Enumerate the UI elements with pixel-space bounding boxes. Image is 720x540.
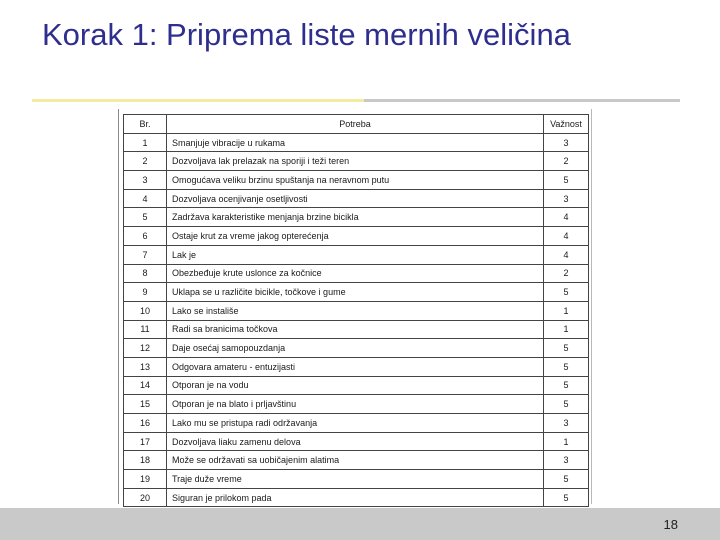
row-need: Siguran je prilokom pada: [167, 488, 544, 507]
row-importance: 1: [544, 301, 589, 320]
row-need: Radi sa branicima točkova: [167, 320, 544, 339]
table-row: [124, 189, 589, 208]
table-row: [124, 414, 589, 433]
table-row: [124, 264, 589, 283]
row-importance: 1: [544, 320, 589, 339]
needs-table: [123, 114, 589, 507]
row-importance: 4: [544, 208, 589, 227]
title-underline-accent: [32, 99, 364, 102]
row-number: 5: [124, 208, 167, 227]
row-importance: 5: [544, 171, 589, 190]
table-row: [124, 357, 589, 376]
table-row: [124, 245, 589, 264]
row-need: Traje duže vreme: [167, 470, 544, 489]
row-number: 8: [124, 264, 167, 283]
row-importance: 5: [544, 395, 589, 414]
row-need: Zadržava karakteristike menjanja brzine bicikla: [167, 208, 544, 227]
row-number: 18: [124, 451, 167, 470]
header-importance: Važnost: [544, 115, 589, 134]
table-row: [124, 451, 589, 470]
row-number: 2: [124, 152, 167, 171]
footer-bar: [0, 508, 720, 540]
row-importance: 2: [544, 152, 589, 171]
row-number: 1: [124, 133, 167, 152]
row-importance: 3: [544, 189, 589, 208]
page-number: 18: [663, 517, 678, 532]
row-importance: 5: [544, 283, 589, 302]
row-number: 11: [124, 320, 167, 339]
row-number: 3: [124, 171, 167, 190]
row-number: 9: [124, 283, 167, 302]
row-importance: 4: [544, 227, 589, 246]
row-need: Lak je: [167, 245, 544, 264]
row-importance: 3: [544, 414, 589, 433]
table-row: [124, 227, 589, 246]
table-row: [124, 376, 589, 395]
table-row: [124, 283, 589, 302]
row-importance: 5: [544, 357, 589, 376]
row-number: 7: [124, 245, 167, 264]
row-importance: 5: [544, 339, 589, 358]
row-number: 6: [124, 227, 167, 246]
table-row: [124, 432, 589, 451]
table-row: [124, 339, 589, 358]
row-number: 19: [124, 470, 167, 489]
row-need: Može se održavati sa uobičajenim alatima: [167, 451, 544, 470]
header-need: Potreba: [167, 115, 544, 134]
row-need: Lako mu se pristupa radi održavanja: [167, 414, 544, 433]
row-importance: 3: [544, 133, 589, 152]
row-importance: 4: [544, 245, 589, 264]
row-importance: 2: [544, 264, 589, 283]
table-header-row: [124, 115, 589, 134]
table-row: [124, 301, 589, 320]
slide-title: Korak 1: Priprema liste mernih veličina: [42, 17, 571, 52]
row-number: 16: [124, 414, 167, 433]
header-number: Br.: [124, 115, 167, 134]
row-need: Smanjuje vibracije u rukama: [167, 133, 544, 152]
table-row: [124, 470, 589, 489]
row-need: Obezbeđuje krute uslonce za kočnice: [167, 264, 544, 283]
row-number: 4: [124, 189, 167, 208]
row-number: 14: [124, 376, 167, 395]
row-number: 10: [124, 301, 167, 320]
table-row: [124, 320, 589, 339]
row-number: 12: [124, 339, 167, 358]
row-need: Dozvoljava liaku zamenu delova: [167, 432, 544, 451]
table-row: [124, 488, 589, 507]
row-need: Omogućava veliku brzinu spuštanja na neravnom putu: [167, 171, 544, 190]
row-importance: 5: [544, 470, 589, 489]
row-need: Dozvoljava lak prelazak na sporiji i teži teren: [167, 152, 544, 171]
row-need: Dozvoljava ocenjivanje osetljivosti: [167, 189, 544, 208]
table-row: [124, 133, 589, 152]
table-row: [124, 395, 589, 414]
table-row: [124, 152, 589, 171]
row-number: 13: [124, 357, 167, 376]
row-need: Uklapa se u različite bicikle, točkove i gume: [167, 283, 544, 302]
row-importance: 5: [544, 488, 589, 507]
table-row: [124, 171, 589, 190]
row-importance: 1: [544, 432, 589, 451]
row-need: Otporan je na vodu: [167, 376, 544, 395]
row-number: 17: [124, 432, 167, 451]
row-number: 20: [124, 488, 167, 507]
row-need: Ostaje krut za vreme jakog opterećenja: [167, 227, 544, 246]
table-row: [124, 208, 589, 227]
row-need: Odgovara amateru - entuzijasti: [167, 357, 544, 376]
row-importance: 5: [544, 376, 589, 395]
row-number: 15: [124, 395, 167, 414]
row-need: Daje osećaj samopouzdanja: [167, 339, 544, 358]
row-importance: 3: [544, 451, 589, 470]
row-need: Otporan je na blato i prljavštinu: [167, 395, 544, 414]
table-body: [124, 133, 589, 507]
title-underline: [364, 99, 680, 102]
row-need: Lako se instališe: [167, 301, 544, 320]
